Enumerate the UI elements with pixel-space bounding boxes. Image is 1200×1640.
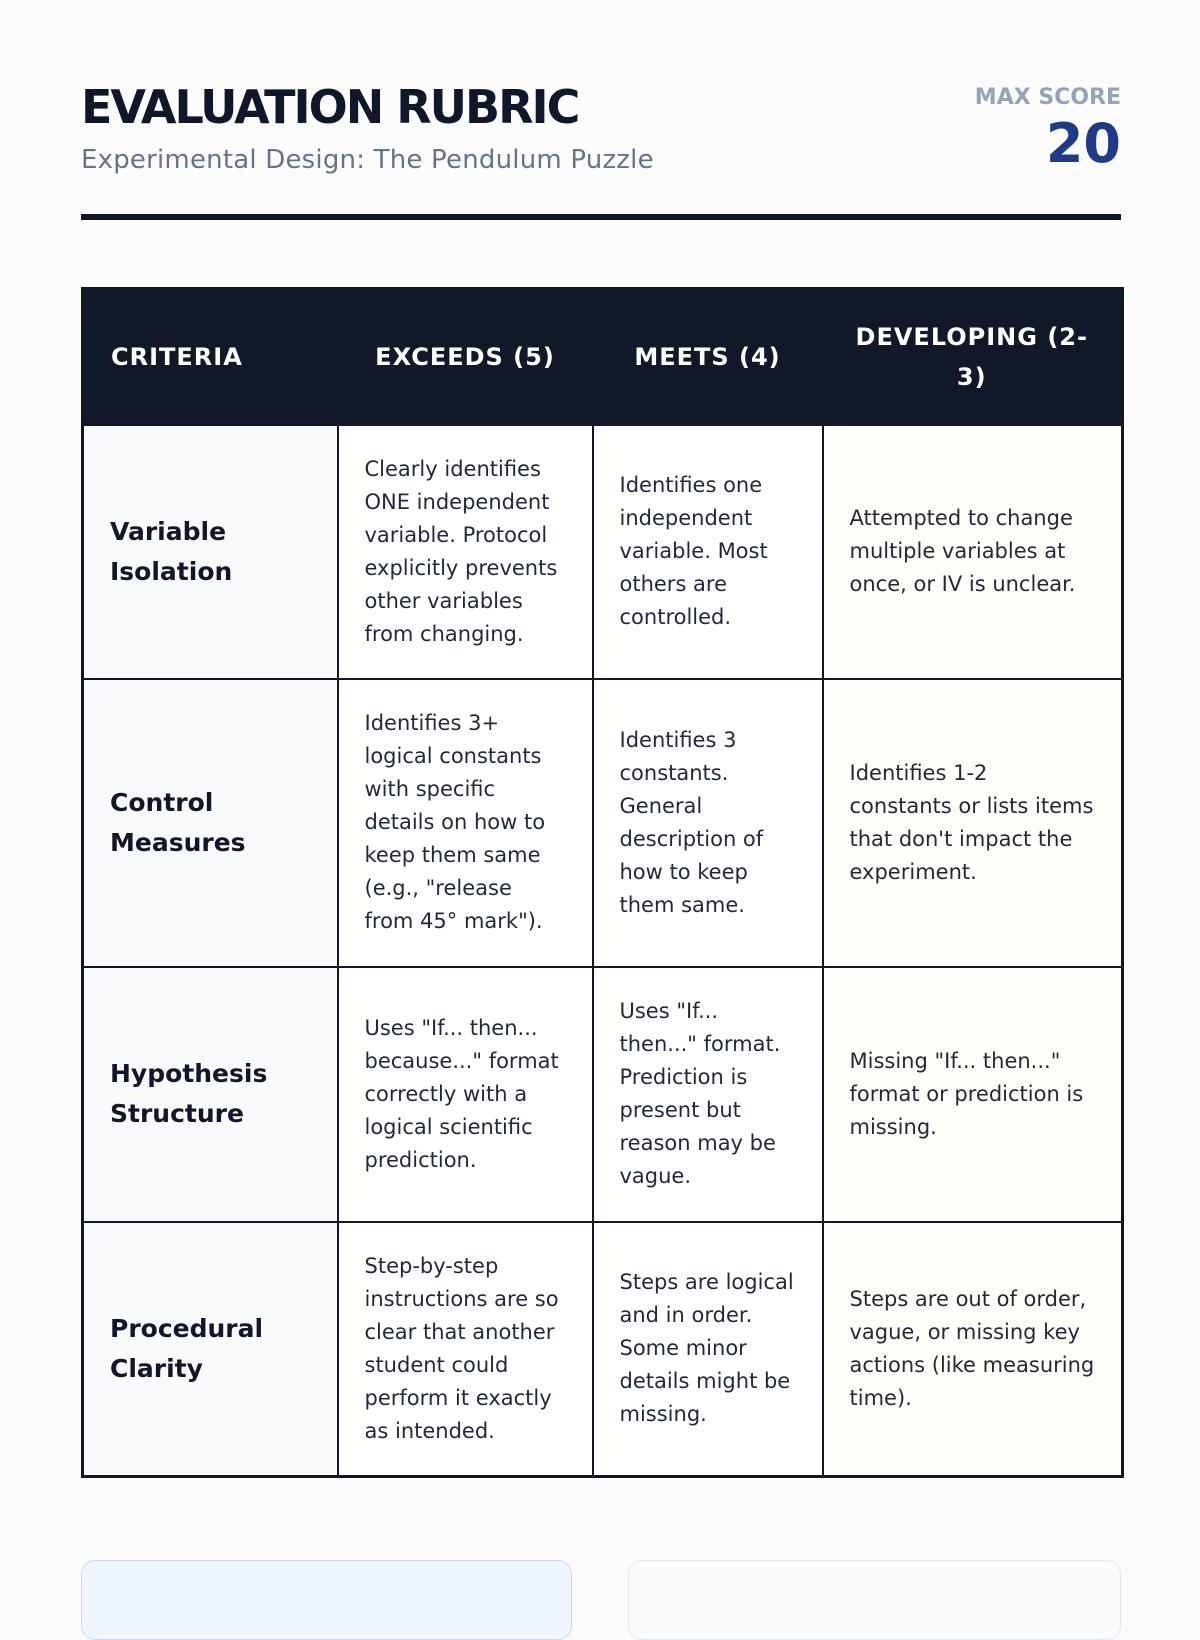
column-header-meets: MEETS (4)	[593, 289, 823, 425]
meets-cell: Uses "If... then..." format. Prediction is present but reason may be vague.	[593, 967, 823, 1222]
rubric-header	[81, 80, 1121, 220]
developing-cell: Attempted to change multiple variables at once, or IV is unclear.	[823, 425, 1123, 679]
table-row	[83, 679, 1123, 967]
exceeds-cell: Identifies 3+ logical constants with specific details on how to keep them same (e.g., "release from 45° mark").	[338, 679, 593, 967]
rubric-table	[81, 287, 1124, 1478]
criteria-cell: Hypothesis Structure	[83, 967, 338, 1222]
criteria-cell: Variable Isolation	[83, 425, 338, 679]
column-header-exceeds: EXCEEDS (5)	[338, 289, 593, 425]
max-score-label: MAX SCORE	[974, 85, 1121, 110]
max-score-value: 20	[1045, 112, 1121, 175]
rubric-table-header	[83, 289, 1123, 425]
table-row	[83, 1222, 1123, 1477]
column-header-developing: DEVELOPING (2-3)	[823, 289, 1123, 425]
developing-cell: Missing "If... then..." format or prediction is missing.	[823, 967, 1123, 1222]
meets-cell: Identifies one independent variable. Most others are controlled.	[593, 425, 823, 679]
meets-cell: Steps are logical and in order. Some minor details might be missing.	[593, 1222, 823, 1477]
header-row	[83, 289, 1123, 425]
table-row	[83, 967, 1123, 1222]
info-card-right	[628, 1560, 1121, 1640]
page-subtitle: Experimental Design: The Pendulum Puzzle	[81, 145, 654, 175]
meets-cell: Identifies 3 constants. General description of how to keep them same.	[593, 679, 823, 967]
developing-cell: Identifies 1-2 constants or lists items that don't impact the experiment.	[823, 679, 1123, 967]
rubric-page	[81, 0, 1121, 1600]
developing-cell: Steps are out of order, vague, or missing key actions (like measuring time).	[823, 1222, 1123, 1477]
exceeds-cell: Clearly identifies ONE independent variable. Protocol explicitly prevents other variables from changing.	[338, 425, 593, 679]
header-divider	[81, 214, 1121, 220]
criteria-cell: Procedural Clarity	[83, 1222, 338, 1477]
exceeds-cell: Step-by-step instructions are so clear that another student could perform it exactly as intended.	[338, 1222, 593, 1477]
exceeds-cell: Uses "If... then... because..." format correctly with a logical scientific prediction.	[338, 967, 593, 1222]
page-title: EVALUATION RUBRIC	[81, 80, 579, 134]
criteria-cell: Control Measures	[83, 679, 338, 967]
info-card-left	[81, 1560, 572, 1640]
max-score-block	[974, 85, 1121, 175]
column-header-criteria: CRITERIA	[83, 289, 338, 425]
table-row	[83, 425, 1123, 679]
rubric-table-body	[83, 425, 1123, 1477]
